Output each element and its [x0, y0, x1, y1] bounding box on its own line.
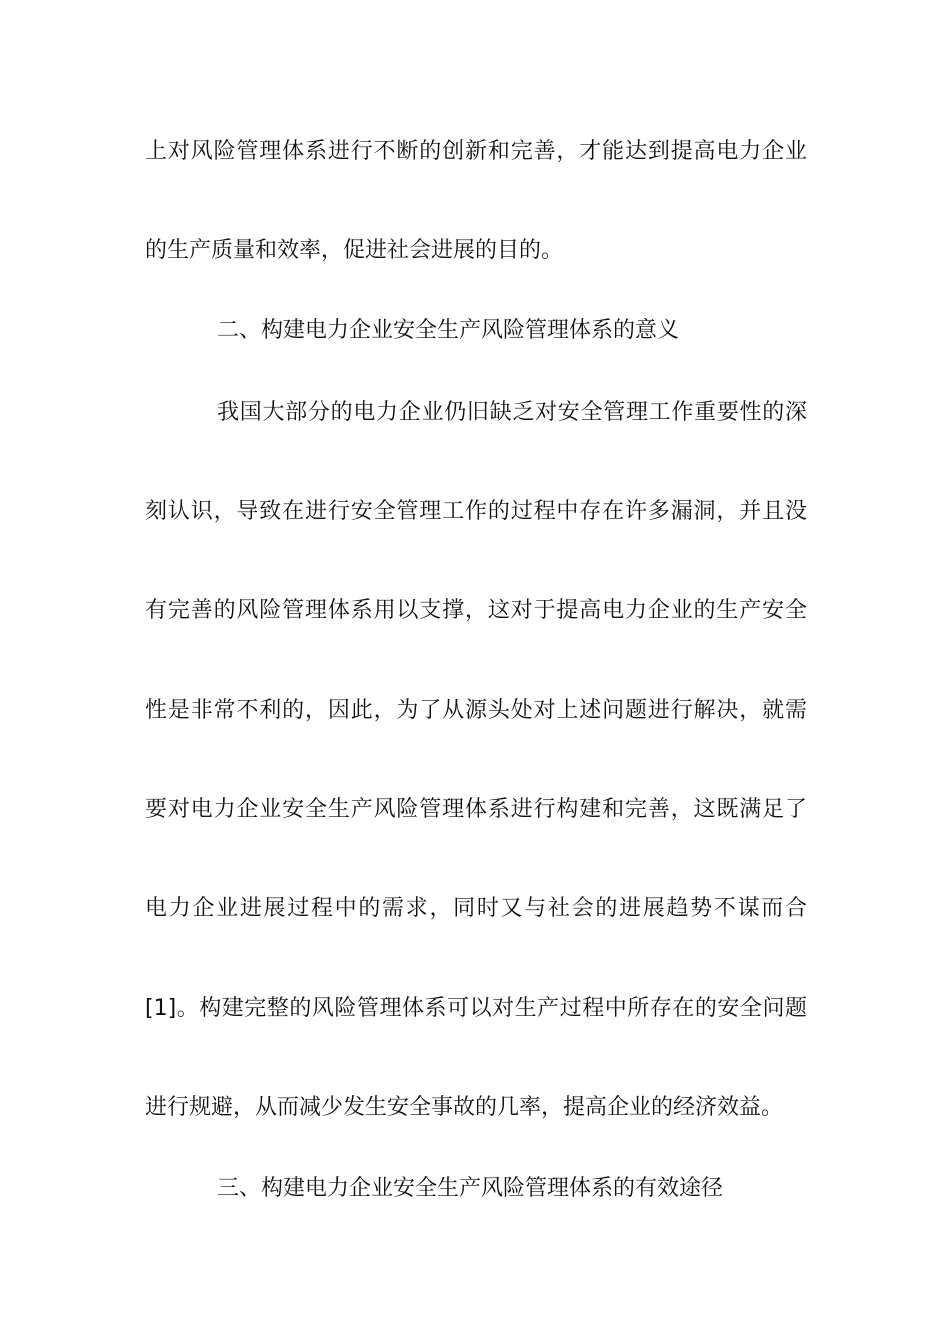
paragraph-line: 电力企业进展过程中的需求，同时又与社会的进展趋势不谋而合 [145, 896, 807, 921]
paragraph-line: 要对电力企业安全生产风险管理体系进行构建和完善，这既满足了 [145, 797, 807, 822]
paragraph-line: 上对风险管理体系进行不断的创新和完善，才能达到提高电力企业 [145, 139, 807, 164]
paragraph-line: [1]。构建完整的风险管理体系可以对生产过程中所存在的安全问题 [145, 996, 807, 1021]
section-heading-2: 二、构建电力企业安全生产风险管理体系的意义 [217, 318, 680, 343]
paragraph-line: 我国大部分的电力企业仍旧缺乏对安全管理工作重要性的深 [217, 400, 807, 425]
paragraph-line: 性是非常不利的，因此，为了从源头处对上述问题进行解决，就需 [145, 698, 807, 723]
paragraph-line: 的生产质量和效率，促进社会进展的目的。 [145, 238, 564, 263]
section-heading-3: 三、构建电力企业安全生产风险管理体系的有效途径 [217, 1176, 724, 1201]
paragraph-line: 有完善的风险管理体系用以支撑，这对于提高电力企业的生产安全 [145, 598, 807, 623]
paragraph-line: 进行规避，从而减少发生安全事故的几率，提高企业的经济效益。 [145, 1095, 784, 1120]
paragraph-line: 刻认识，导致在进行安全管理工作的过程中存在许多漏洞，并且没 [145, 499, 807, 524]
